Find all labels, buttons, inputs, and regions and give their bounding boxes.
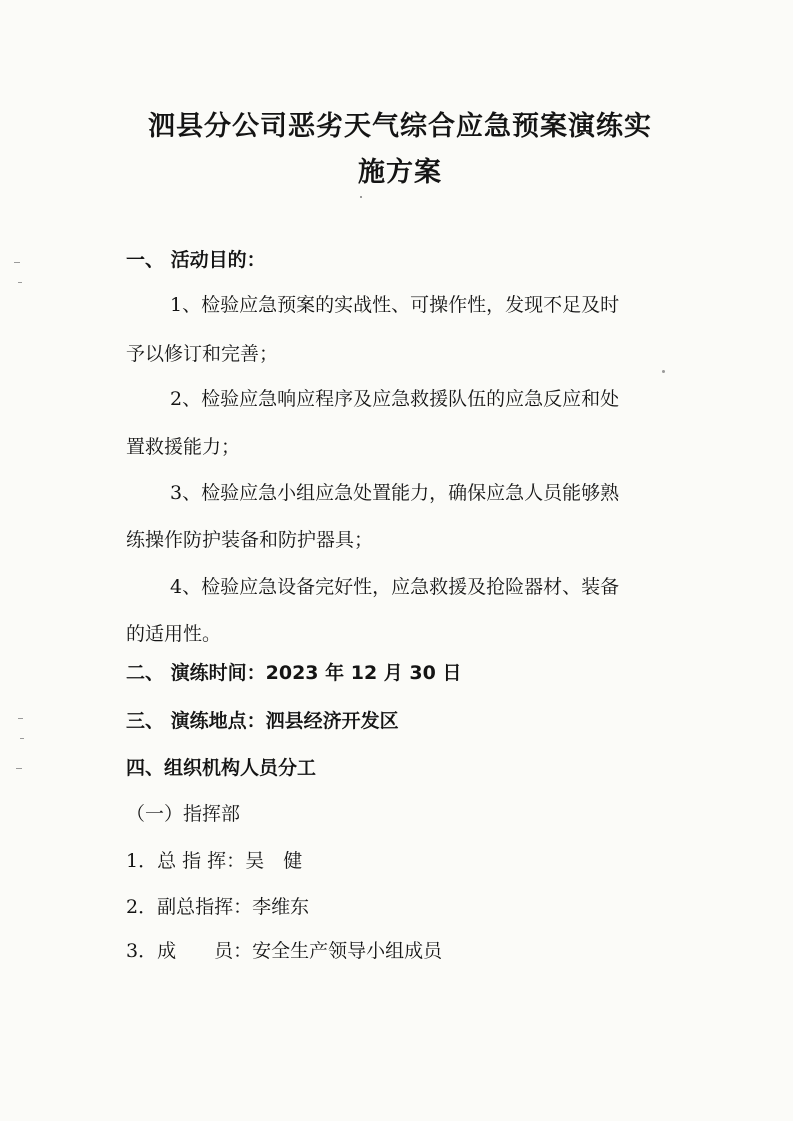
scan-speck bbox=[18, 718, 23, 719]
purpose-item-2-line2: 置救援能力； bbox=[126, 436, 241, 458]
role-number: 1． bbox=[126, 850, 158, 872]
role-row-3 bbox=[126, 939, 442, 963]
section-time-value: 2023 年 12 月 30 日 bbox=[265, 662, 462, 684]
role-number: 3． bbox=[126, 940, 158, 962]
role-row-1 bbox=[126, 849, 302, 873]
scan-speck bbox=[20, 738, 24, 739]
role-title: 总 指 挥： bbox=[157, 850, 246, 872]
purpose-item-3-line2: 练操作防护装备和防护器具； bbox=[126, 529, 374, 551]
purpose-item-1-line2: 予以修订和完善； bbox=[126, 343, 279, 365]
section-organization-heading: 四、组织机构人员分工 bbox=[126, 757, 317, 779]
section-time bbox=[126, 661, 461, 685]
role-number: 2． bbox=[126, 896, 158, 918]
document-title-line2: 施方案 bbox=[358, 157, 442, 188]
role-title: 副总指挥： bbox=[157, 896, 253, 918]
section-place-value: 泗县经济开发区 bbox=[265, 710, 399, 732]
scan-speck bbox=[16, 768, 22, 769]
role-title: 成 员： bbox=[157, 940, 253, 962]
document-title-line1: 泗县分公司恶劣天气综合应急预案演练实 bbox=[148, 111, 652, 142]
section-place bbox=[126, 709, 399, 733]
scan-speck bbox=[360, 196, 362, 198]
purpose-item-3-line1: 3、检验应急小组应急处置能力，确保应急人员能够熟 bbox=[170, 482, 620, 504]
section-time-label: 二、 演练时间： bbox=[126, 662, 266, 684]
role-name: 安全生产领导小组成员 bbox=[252, 940, 443, 962]
purpose-item-4-line2: 的适用性。 bbox=[126, 623, 222, 645]
purpose-item-1-line1: 1、检验应急预案的实战性、可操作性，发现不足及时 bbox=[170, 294, 620, 316]
section-place-label: 三、 演练地点： bbox=[126, 710, 266, 732]
section-purpose-heading: 一、 活动目的： bbox=[126, 249, 266, 271]
role-name: 李维东 bbox=[252, 896, 310, 918]
role-name: 吴 健 bbox=[245, 850, 303, 872]
role-row-2 bbox=[126, 895, 309, 919]
purpose-item-2-line1: 2、检验应急响应程序及应急救援队伍的应急反应和处 bbox=[170, 388, 620, 410]
scan-speck bbox=[18, 282, 22, 283]
organization-subheading: （一）指挥部 bbox=[126, 803, 241, 825]
purpose-item-4-line1: 4、检验应急设备完好性，应急救援及抢险器材、装备 bbox=[170, 576, 620, 598]
scan-speck bbox=[14, 262, 20, 263]
scan-speck bbox=[662, 370, 665, 373]
